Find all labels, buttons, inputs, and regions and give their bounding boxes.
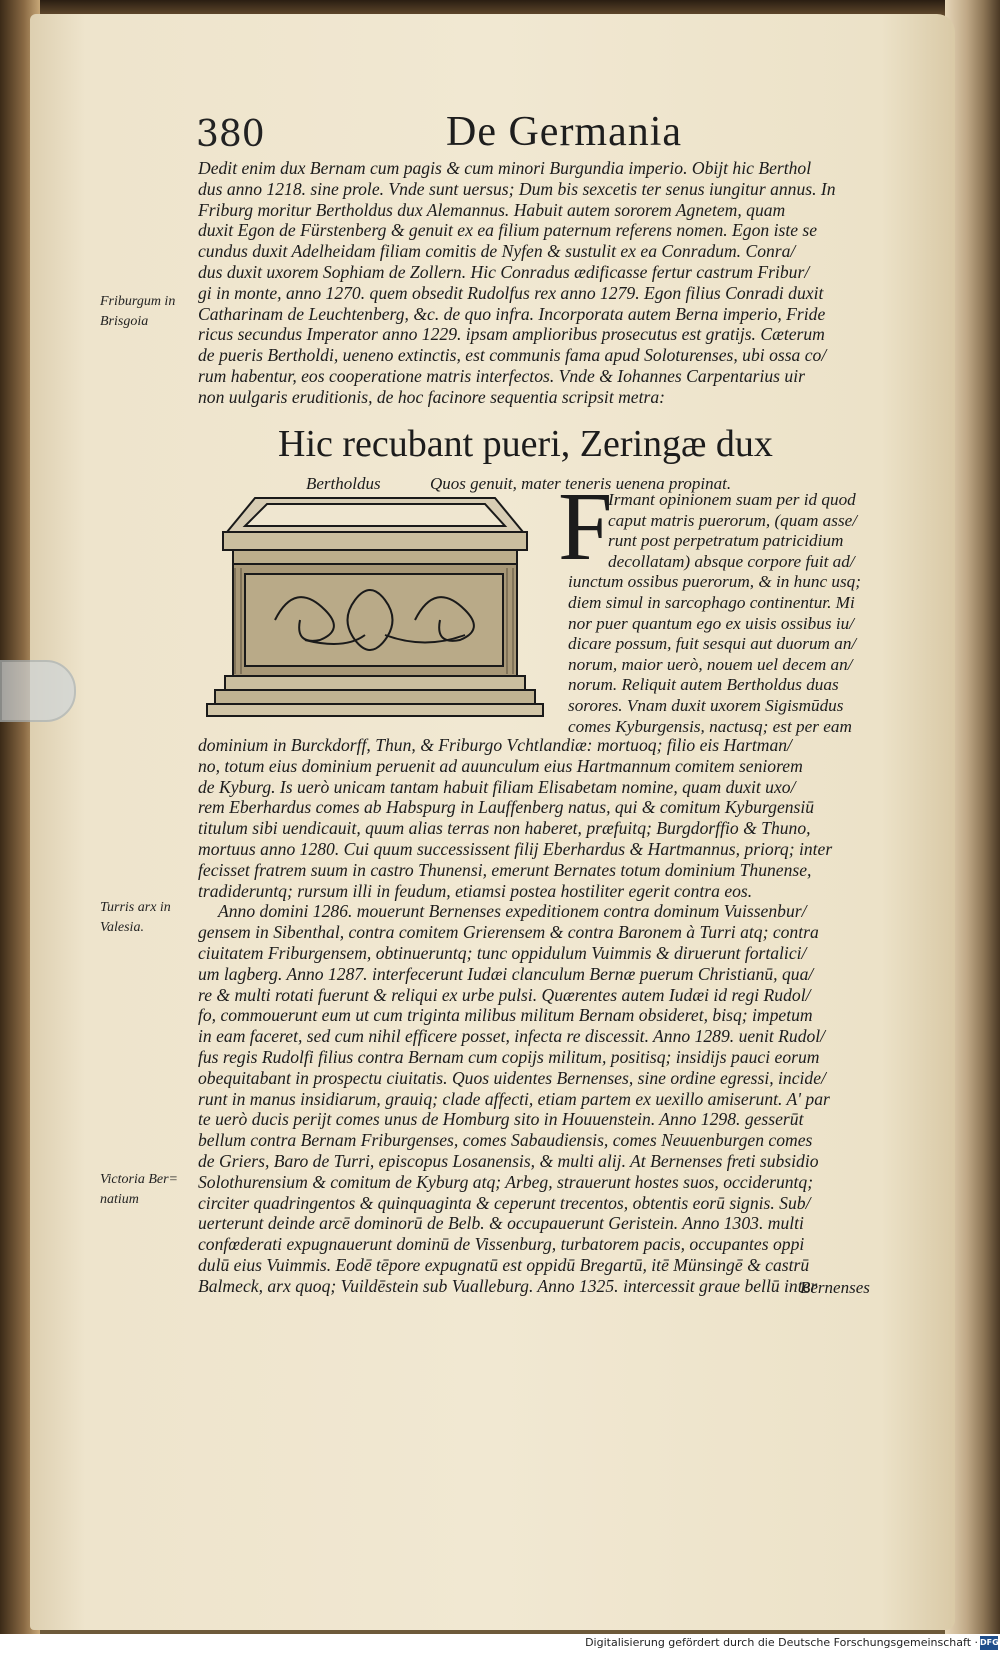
text-line: mortuus anno 1280. Cui quum successissent filij Eberhardus & Hartmannus, priorq; inter [198, 838, 833, 859]
text-line: nor puer quantum ego ex uisis ossibus iu/ [568, 613, 854, 633]
text-line: bellum contra Bernam Friburgenses, comes Sabaudiensis, comes Neuuenburgen comes [198, 1130, 813, 1151]
page-number: 380 [196, 114, 265, 155]
text-line: um lagberg. Anno 1287. interfecerunt Iudæi clanculum Bernæ puerum Christianū, qua/ [198, 963, 814, 984]
margin-note-line: Valesia. [100, 920, 144, 935]
text-line: rem Eberhardus comes ab Habspurg in Lauffenberg natus, qui & comitum Kyburgensiū [198, 797, 815, 818]
text-line: Balmeck, arx quoq; Vuildēstein sub Vualleburg. Anno 1325. intercessit graue bellū inter [198, 1275, 818, 1296]
text-block-lower [198, 735, 878, 1297]
text-line: iunctum ossibus puerorum, & in hunc usq; [568, 572, 861, 592]
text-line: dus duxit uxorem Sophiam de Zollern. Hic Conradus ædificasse fertur castrum Fribur/ [198, 261, 810, 282]
margin-note-victoria [100, 1170, 196, 1210]
epitaph-heading: Hic recubant pueri, Zeringæ dux [278, 423, 773, 465]
text-line: caput matris puerorum, (quam asse/ [608, 510, 858, 530]
text-line: dicare possum, fuit sesqui aut duorum an/ [568, 634, 857, 654]
margin-note-line: Friburgum in [100, 294, 176, 309]
text-line: uerterunt deinde arcē dominorū de Belb. & occupauerunt Geristein. Anno 1303. multi [198, 1213, 804, 1234]
page-marker-tab [0, 660, 76, 722]
margin-note-friburgum [100, 292, 196, 332]
text-line: gensem in Sibenthal, contra comitem Grierensem & contra Baronem à Turri atq; contra [198, 922, 819, 943]
text-line: no, totum eius dominium peruenit ad auunculum eius Hartmannum comitem seniorem [198, 755, 803, 776]
text-line: runt in manus insidiarum, grauiq; clade affecti, etiam partem ex uexillo amiserunt. A' par [198, 1088, 830, 1109]
text-line: rum habentur, eos cooperatione matris interfectos. Vnde & Iohannes Carpentarius uir [198, 365, 805, 386]
text-line: decollatam) absque corpore fuit ad/ [608, 551, 855, 571]
text-line: diem simul in sarcophago continentur. Mi [568, 592, 855, 612]
text-line: Irmant opinionem suam per id quod [608, 490, 856, 509]
text-line: de Griers, Baro de Turri, episcopus Losanensis, & multi alij. At Bernenses freti subsidio [198, 1150, 819, 1171]
text-line: tradideruntq; rursum illi in feudum, etiamsi postea hostiliter egerit contra eos. [198, 880, 753, 901]
text-line: norum. Reliquit autem Bertholdus duas [568, 675, 839, 695]
text-line: cundus duxit Adelheidam filiam comitis de Nyfen & sustulit ex ea Conradum. Conra/ [198, 241, 796, 262]
catchword: Bernenses [800, 1278, 870, 1297]
text-line: fus regis Rudolfi filius contra Bernam cum copijs militum, positisq; insidijs pauci eorum [198, 1046, 820, 1067]
text-line: gi in monte, anno 1270. quem obsedit Rudolfus rex anno 1279. Egon filius Conradi duxit [198, 282, 824, 303]
epitaph-name: Bertholdus [306, 474, 381, 493]
text-line: de Kyburg. Is uerò unicam tantam habuit filiam Elisabetam nomine, quam duxit uxo/ [198, 776, 796, 797]
text-line: Dedit enim dux Bernam cum pagis & cum minori Burgundia imperio. Obijt hic Berthol [198, 158, 812, 178]
margin-note-line: natium [100, 1192, 139, 1207]
text-line: Solothurensium & comitum de Kyburg atq; Arbeg, strauerunt hostes suos, occideruntq; [198, 1171, 814, 1192]
running-head [196, 108, 876, 158]
text-line: titulum sibi uendicauit, quum alias terras non haberet, præfuitq; Burgdorffio & Thuno, [198, 818, 811, 839]
text-line: ciuitatem Friburgensem, obtinueruntq; tunc oppidulum Vuimmis & diruerunt fortalici/ [198, 942, 807, 963]
margin-note-line: Victoria Ber= [100, 1172, 179, 1187]
text-line: dulū eius Vuimmis. Eodē tēpore expugnatū est oppidū Bregartū, itē Münsingē & castrū [198, 1254, 810, 1275]
text-line: obequitabant in prospectu ciuitatis. Quos uidentes Bernenses, sine ordine egressi, incide/ [198, 1067, 826, 1088]
text-line: circiter quadringentos & quinquaginta & ceperunt trecentos, obtentis eorū signis. Sub/ [198, 1192, 811, 1213]
margin-note-line: Turris arx in [100, 900, 171, 915]
text-line: norum, maior uerò, nouem uel decem an/ [568, 654, 853, 674]
text-line: non uulgaris eruditionis, de hoc facinore sequentia scripsit metra: [198, 386, 666, 407]
text-line: in eam faceret, sed cum nihil efficere posset, infecta re discessit. Anno 1289. uenit Rudol/ [198, 1026, 826, 1047]
sarcophagus-woodcut [205, 490, 550, 730]
funding-notice: Digitalisierung gefördert durch die Deutsche Forschungsgemeinschaft · [585, 1636, 978, 1649]
dfg-logo: DFG [980, 1636, 998, 1650]
text-line: Friburg moritur Bertholdus dux Alemannus. Habuit autem sororem Agnetem, quam [198, 199, 786, 220]
text-line: comes Kyburgensis, nactusq; est per eam [568, 716, 852, 736]
text-line: re & multi rotati fuerunt & reliqui ex urbe pulsi. Quærentes autem Iudæi id regi Rudol/ [198, 984, 811, 1005]
drop-capital: F [558, 473, 613, 581]
text-line: fecisset fratrem suum in castro Thunensi, emerunt Bernates totum dominium Thunense, [198, 859, 812, 880]
text-line: te uerò ducis perijt comes unus de Homburg sito in Houuenstein. Anno 1298. gesserūt [198, 1109, 804, 1130]
text-line: sorores. Vnam duxit uxorem Sigismūdus [568, 695, 844, 715]
epitaph-verse: Quos genuit, mater teneris uenena propinat. [430, 474, 732, 493]
margin-note-turris [100, 898, 196, 938]
margin-note-line: Brisgoia [100, 314, 149, 329]
text-line: runt post perpetratum patricidium [608, 531, 844, 551]
text-beside-woodcut [568, 490, 878, 737]
text-line: confœderati expugnauerunt dominū de Vissenburg, turbatorem pacis, occupantes oppi [198, 1234, 805, 1255]
text-block-upper [198, 158, 878, 408]
text-line: Anno domini 1286. mouerunt Bernenses expeditionem contra dominum Vuissenbur/ [218, 901, 807, 922]
text-line: dominium in Burckdorff, Thun, & Friburgo Vchtlandiæ: mortuoq; filio eis Hartman/ [198, 735, 792, 755]
page-title: De Germania [446, 109, 683, 155]
text-line: Catharinam de Leuchtenberg, &c. de quo infra. Incorporata autem Berna imperio, Fride [198, 303, 826, 324]
text-line: de pueris Bertholdi, ueneno extinctis, est communis fama apud Soloturenses, ubi ossa co/ [198, 345, 827, 366]
text-line: fo, commouerunt eum ut cum triginta milibus militum Bernam obsideret, bisq; impetum [198, 1005, 813, 1026]
text-line: ricus secundus Imperator anno 1229. ipsam amplioribus prosecutus est gratijs. Cæterum [198, 324, 825, 345]
text-line: dus anno 1218. sine prole. Vnde sunt uersus; Dum bis sexcetis ter senus iungitur annus. In [198, 178, 836, 199]
text-line: duxit Egon de Fürstenberg & genuit ex ea filium paternum referens nomen. Egon iste se [198, 220, 818, 241]
